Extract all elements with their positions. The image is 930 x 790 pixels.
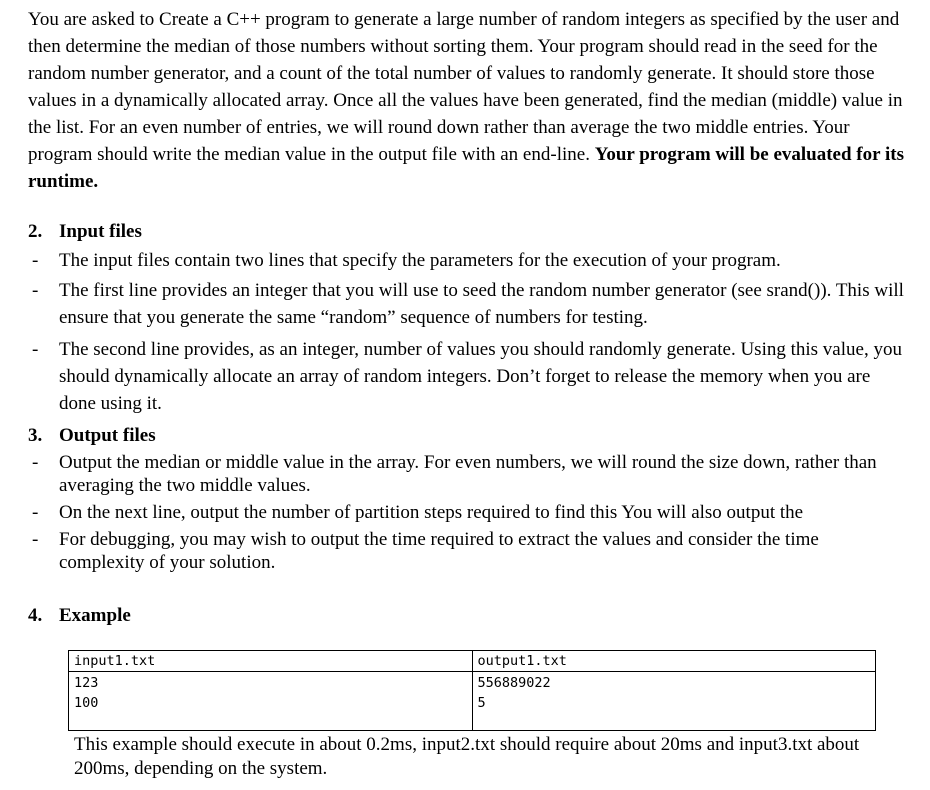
section-number: 4. — [28, 605, 43, 626]
section-title: Example — [59, 605, 131, 626]
input-line: 100 — [74, 695, 99, 711]
input-line: 123 — [74, 675, 99, 691]
bullet-dash: - — [32, 502, 39, 523]
intro-paragraph — [28, 6, 908, 195]
table-row — [69, 672, 876, 731]
section-number: 3. — [28, 425, 43, 446]
intro-text: You are asked to Create a C++ program to generate a large number of random integers as specified by the user and then determine the median of those numbers without sorting them. Your program should read in the seed for the random number generator, and a count of the total number of values to randomly generate. It should store those values in a dynamically allocated array. Once all the values have been generated, find the median (middle) value in the list. For an even number of entries, we will round down rather than average the two middle entries. Your program should write the median value in the output file with an end-line. — [28, 9, 903, 165]
list-item — [28, 451, 908, 497]
list-item-text: Output the median or middle value in the array. For even numbers, we will round the size down, rather than averaging the two middle values. — [59, 452, 877, 496]
output-file-contents — [472, 672, 876, 731]
list-item-text: The first line provides an integer that you will use to seed the random number generator (see srand()). This will ensure that you generate the same “random” sequence of numbers for testing. — [59, 280, 904, 328]
bullet-dash: - — [32, 452, 39, 473]
bullet-dash: - — [32, 250, 39, 271]
list-item — [28, 336, 908, 417]
output-file-header: output1.txt — [472, 651, 876, 672]
list-item — [28, 501, 908, 524]
bullet-dash: - — [32, 529, 39, 550]
section-title: Output files — [59, 425, 156, 446]
section-title: Input files — [59, 221, 142, 242]
list-item-text: The input files contain two lines that specify the parameters for the execution of your program. — [59, 250, 781, 271]
list-item — [28, 277, 908, 331]
section-heading-output-files — [28, 423, 156, 449]
list-item-text: On the next line, output the number of partition steps required to find this You will also output the — [59, 502, 804, 523]
list-item — [28, 247, 908, 274]
output-line: 5 — [477, 695, 486, 711]
section-heading-input-files — [28, 219, 142, 245]
section-number: 2. — [28, 221, 43, 242]
output-line: 556889022 — [477, 675, 551, 691]
intro-bold-text: Your program will be evaluated for its runtime. — [28, 144, 904, 192]
example-table — [68, 650, 876, 731]
list-item — [28, 528, 908, 574]
list-item-text: The second line provides, as an integer, number of values you should randomly generate. Using this value, you should dynamically allocate an array of random integers. Don’t forget to release the memory when you are done using it. — [59, 339, 902, 414]
section-heading-example — [28, 603, 131, 629]
list-item-text: For debugging, you may wish to output the time required to extract the values and consider the time complexity of your solution. — [59, 529, 819, 573]
table-header-row — [69, 651, 876, 672]
bullet-dash: - — [32, 339, 39, 360]
input-file-contents — [69, 672, 473, 731]
input-file-header: input1.txt — [69, 651, 473, 672]
bullet-dash: - — [32, 280, 39, 301]
example-note: This example should execute in about 0.2ms, input2.txt should require about 20ms and input3.txt about 200ms, depending on the system. — [74, 734, 860, 779]
